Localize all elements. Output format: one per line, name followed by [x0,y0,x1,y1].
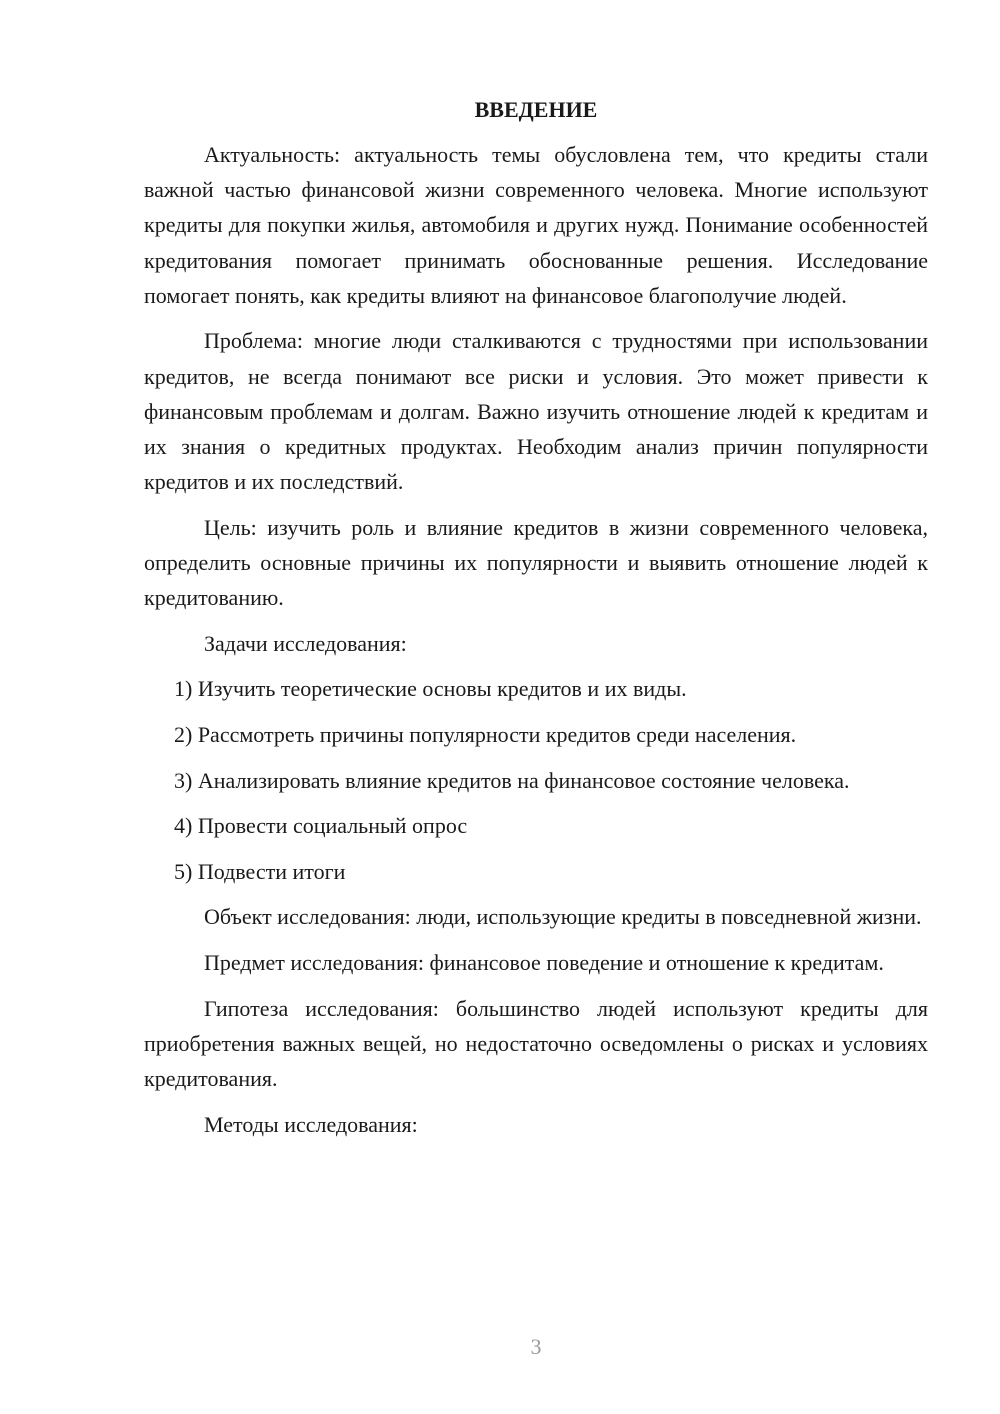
problem-paragraph: Проблема: многие люди сталкиваются с трудностями при использовании кредитов, не всегда понимают все риски и условия. Это может привести к финансовым проблемам и долгам. Важно изучить отношение людей к кредитам и их знания о кредитных продуктах. Необходим анализ причин популярности кредитов и их последствий. [144,328,928,495]
page-number: 3 [530,1334,542,1359]
object-paragraph: Объект исследования: люди, использующие кредиты в повседневной жизни. [204,904,922,930]
methods-title: Методы исследования: [204,1111,418,1137]
task-item-3: 3) Анализировать влияние кредитов на финансовое состояние человека. [174,767,850,793]
task-item-4: 4) Провести социальный опрос [174,813,468,839]
section-heading: ВВЕДЕНИЕ [474,97,598,122]
tasks-title: Задачи исследования: [204,630,407,656]
relevance-paragraph: Актуальность: актуальность темы обусловлена тем, что кредиты стали важной частью финансовой жизни современного человека. Многие используют кредиты для покупки жилья, автомобиля и других нужд. Понимание особенностей кредитования помогает принимать обоснованные решения. Исследование помогает понять, как кредиты влияют на финансовое благополучие людей. [144,142,928,308]
task-item-2: 2) Рассмотреть причины популярности кредитов среди населения. [174,722,797,747]
goal-paragraph: Цель: изучить роль и влияние кредитов в жизни современного человека, определить основные причины их популярности и выявить отношение людей к кредитованию. [144,514,928,611]
task-item-5: 5) Подвести итоги [174,858,346,884]
document-body [144,92,928,1152]
hypothesis-paragraph: Гипотеза исследования: большинство людей используют кредиты для приобретения важных вещей, но недостаточно осведомлены о рисках и условиях кредитования. [144,995,928,1091]
subject-paragraph: Предмет исследования: финансовое поведение и отношение к кредитам. [204,949,884,975]
task-item-1: 1) Изучить теоретические основы кредитов и их виды. [174,676,687,702]
